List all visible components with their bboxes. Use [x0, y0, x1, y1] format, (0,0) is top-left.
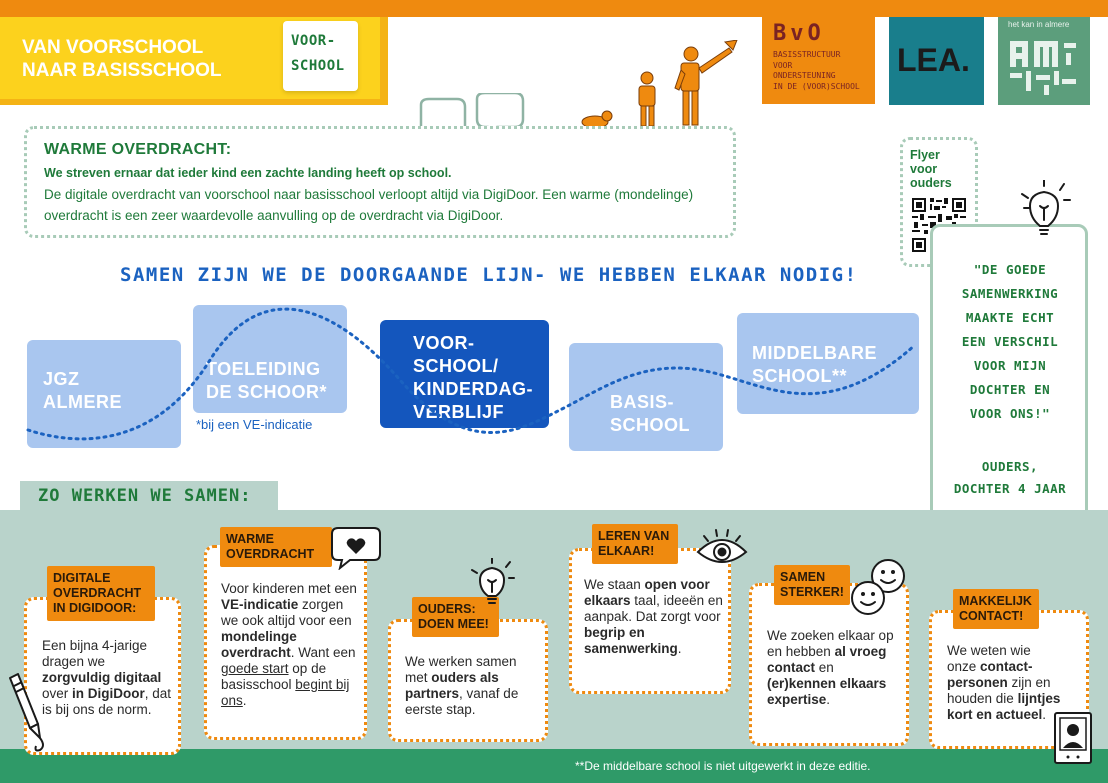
quote-line: "DE GOEDE	[973, 262, 1047, 277]
almere-logo	[998, 17, 1090, 105]
card-text-bold: mondelinge overdracht	[221, 629, 297, 660]
card-text-digitale-overdracht	[42, 638, 174, 718]
card-text-run: We werken samen met	[405, 654, 517, 685]
card-label-line: OVERDRACHT	[53, 586, 142, 600]
card-text-underline: goede start	[221, 661, 289, 676]
quote-line: SAMENWERKING	[961, 286, 1059, 301]
card-text-run: zijn en houden die	[947, 675, 1051, 706]
lightbulb-icon	[468, 558, 518, 608]
footer-note: **De middelbare school is niet uitgewerkt in deze editie.	[575, 759, 871, 773]
card-text-run: en	[815, 660, 834, 675]
page-title-line-1: VAN VOORSCHOOL	[22, 37, 204, 58]
bvo-sub-line: IN DE (VOOR)SCHOOL	[773, 81, 860, 91]
quote-line: VOOR MIJN	[973, 358, 1047, 373]
stage-label-line: TOELEIDING	[206, 359, 321, 379]
page-title	[22, 36, 272, 82]
quote-author	[940, 456, 1080, 500]
card-text-leren	[584, 577, 724, 657]
parent-quote-text	[940, 258, 1080, 426]
card-label-line: WARME	[226, 532, 274, 546]
card-label-line: OUDERS:	[418, 602, 476, 616]
doorgaande-lijn-heading: SAMEN ZIJN WE DE DOORGAANDE LIJN- WE HEBBEN ELKAAR NODIG!	[120, 264, 858, 286]
card-text-run: Een bijna 4-jarige dragen we	[42, 638, 148, 669]
stage-label-line: DE SCHOOR*	[206, 382, 328, 402]
warm-overdracht-body: De digitale overdracht van voorschool naar basisschool verloopt altijd via DigiDoor. Een warme (mondelinge) overdracht is een zeer waardevolle aanvulling op de overdracht via DigiDoor.	[44, 187, 694, 223]
card-text-bold: al vroeg contact	[767, 644, 887, 675]
card-text-underline: begint bij ons	[221, 677, 350, 708]
card-text-makkelijk-contact	[947, 643, 1061, 723]
card-label-line: OVERDRACHT	[226, 547, 315, 561]
stage-label-line: VERBLIJF	[413, 402, 505, 422]
stage-label-line: MIDDELBARE	[752, 343, 877, 363]
card-label-line: STERKER!	[780, 585, 844, 599]
card-text-bold: lijntjes kort en actueel	[947, 691, 1061, 722]
card-text-run: over	[42, 686, 73, 701]
card-label-line: DIGITALE	[53, 571, 111, 585]
stage-label-line: BASIS-	[610, 392, 675, 412]
card-text-warme-overdracht	[221, 581, 361, 709]
voorschool-tag-line-1: VOOR-	[291, 33, 336, 49]
bvo-sub-line: ONDERSTEUNING	[773, 71, 836, 80]
card-text-bold: zorgvuldig digitaal	[42, 670, 162, 685]
card-label-line: DOEN MEE!	[418, 617, 489, 631]
card-text-bold: (er)kennen elkaars	[767, 676, 887, 691]
page-title-line-2: NAAR BASISSCHOOL	[22, 60, 222, 81]
card-text-bold: in DigiDoor	[72, 686, 145, 701]
card-text-run: We weten wie onze	[947, 643, 1031, 674]
photo-frame-icon	[1052, 710, 1094, 766]
card-label-makkelijk-contact	[953, 589, 1039, 629]
stage-label-line: SCHOOL**	[752, 366, 848, 386]
flyer-label-line: Flyer	[910, 148, 940, 162]
lightbulb-icon	[1018, 180, 1078, 238]
stage-label-line: KINDERDAG-	[413, 379, 533, 399]
eye-icon	[694, 526, 750, 570]
card-label-line: MAKKELIJK	[959, 594, 1032, 608]
card-label-line: ELKAAR!	[598, 544, 655, 558]
card-label-line: CONTACT!	[959, 609, 1024, 623]
card-text-run: We zoeken elkaar op en hebben	[767, 628, 894, 659]
flyer-label-line: voor	[910, 162, 938, 176]
pencil-icon	[4, 672, 50, 754]
card-text-run: op de basisschool	[221, 661, 327, 692]
quote-line: DOCHTER EN	[969, 382, 1051, 397]
bvo-sub-line: BASISSTRUCTUUR	[773, 50, 841, 59]
card-text-run: , vanaf de eerste stap.	[405, 686, 519, 717]
card-text-bold: expertise	[767, 692, 827, 707]
lea-logo-text: LEA.	[897, 42, 970, 78]
voorschool-tag-line-2: SCHOOL	[291, 58, 345, 74]
quote-line: VOOR ONS!"	[969, 406, 1051, 421]
card-text-run: Voor kinderen met een	[221, 581, 357, 596]
card-text-bold: begrip en samenwerking	[584, 625, 678, 656]
zo-werken-heading: ZO WERKEN WE SAMEN:	[38, 486, 252, 506]
bvo-logo	[762, 17, 875, 104]
stage-label-line: SCHOOL	[610, 415, 691, 435]
ve-indicatie-note: *bij een VE-indicatie	[196, 417, 313, 432]
stage-label-line: ALMERE	[43, 392, 122, 412]
card-text-samen-sterker	[767, 628, 897, 708]
card-label-line: LEREN VAN	[598, 529, 670, 543]
card-text-run: taal, ideeën en aanpak. Dat zorgt voor	[584, 593, 723, 624]
smiley-faces-icon	[846, 556, 908, 618]
growing-child-figures-icon	[575, 40, 745, 132]
continuous-line-wave	[0, 300, 930, 460]
card-label-warme-overdracht	[220, 527, 332, 567]
card-text-run: , dat is bij ons de norm.	[42, 686, 172, 717]
bvo-sub-line: VOOR	[773, 60, 793, 70]
warm-overdracht-title: WARME OVERDRACHT:	[44, 141, 232, 158]
flyer-label	[910, 148, 970, 190]
card-text-bold: ouders als partners	[405, 670, 499, 701]
bvo-logo-subtitle	[773, 50, 873, 92]
quote-author-line: OUDERS,	[981, 459, 1039, 474]
stage-label-line: SCHOOL/	[413, 356, 499, 376]
card-text-bold: VE-indicatie	[221, 597, 299, 612]
heart-speech-bubble-icon	[330, 524, 382, 570]
card-text-ouders	[405, 654, 537, 718]
card-text-run: zorgen we ook altijd voor een	[221, 597, 352, 628]
almere-logo-tagline: het kan in almere	[1008, 20, 1070, 29]
lea-logo	[889, 17, 984, 105]
card-label-line: IN DIGIDOOR:	[53, 601, 137, 615]
warm-overdracht-lead: We streven ernaar dat ieder kind een zachte landing heeft op school.	[44, 166, 452, 180]
card-text-run: .	[826, 692, 831, 707]
flyer-label-line: ouders	[910, 176, 952, 190]
card-text-bold: open voor elkaars	[584, 577, 710, 608]
card-text-run: We staan	[584, 577, 645, 592]
card-text-bold: contact-personen	[947, 659, 1033, 690]
card-label-line: SAMEN	[780, 570, 826, 584]
stage-label-line: JGZ	[43, 369, 80, 389]
bvo-logo-title: BvO	[773, 21, 825, 46]
card-text-run: .	[1042, 707, 1047, 722]
card-text-run: .	[242, 693, 247, 708]
card-text-run: .	[677, 641, 682, 656]
voorschool-tag	[283, 21, 358, 91]
stage-label-line: VOOR-	[413, 333, 475, 353]
top-bar	[0, 0, 1108, 17]
card-label-digitale-overdracht	[47, 566, 155, 621]
card-text-run: . Want een	[290, 645, 356, 660]
quote-line: MAAKTE ECHT	[965, 310, 1055, 325]
card-label-samen-sterker	[774, 565, 850, 605]
almere-mark-icon	[1006, 31, 1082, 99]
quote-author-line: DOCHTER 4 JAAR	[953, 481, 1067, 496]
quote-line: EEN VERSCHIL	[961, 334, 1059, 349]
card-label-leren	[592, 524, 678, 564]
